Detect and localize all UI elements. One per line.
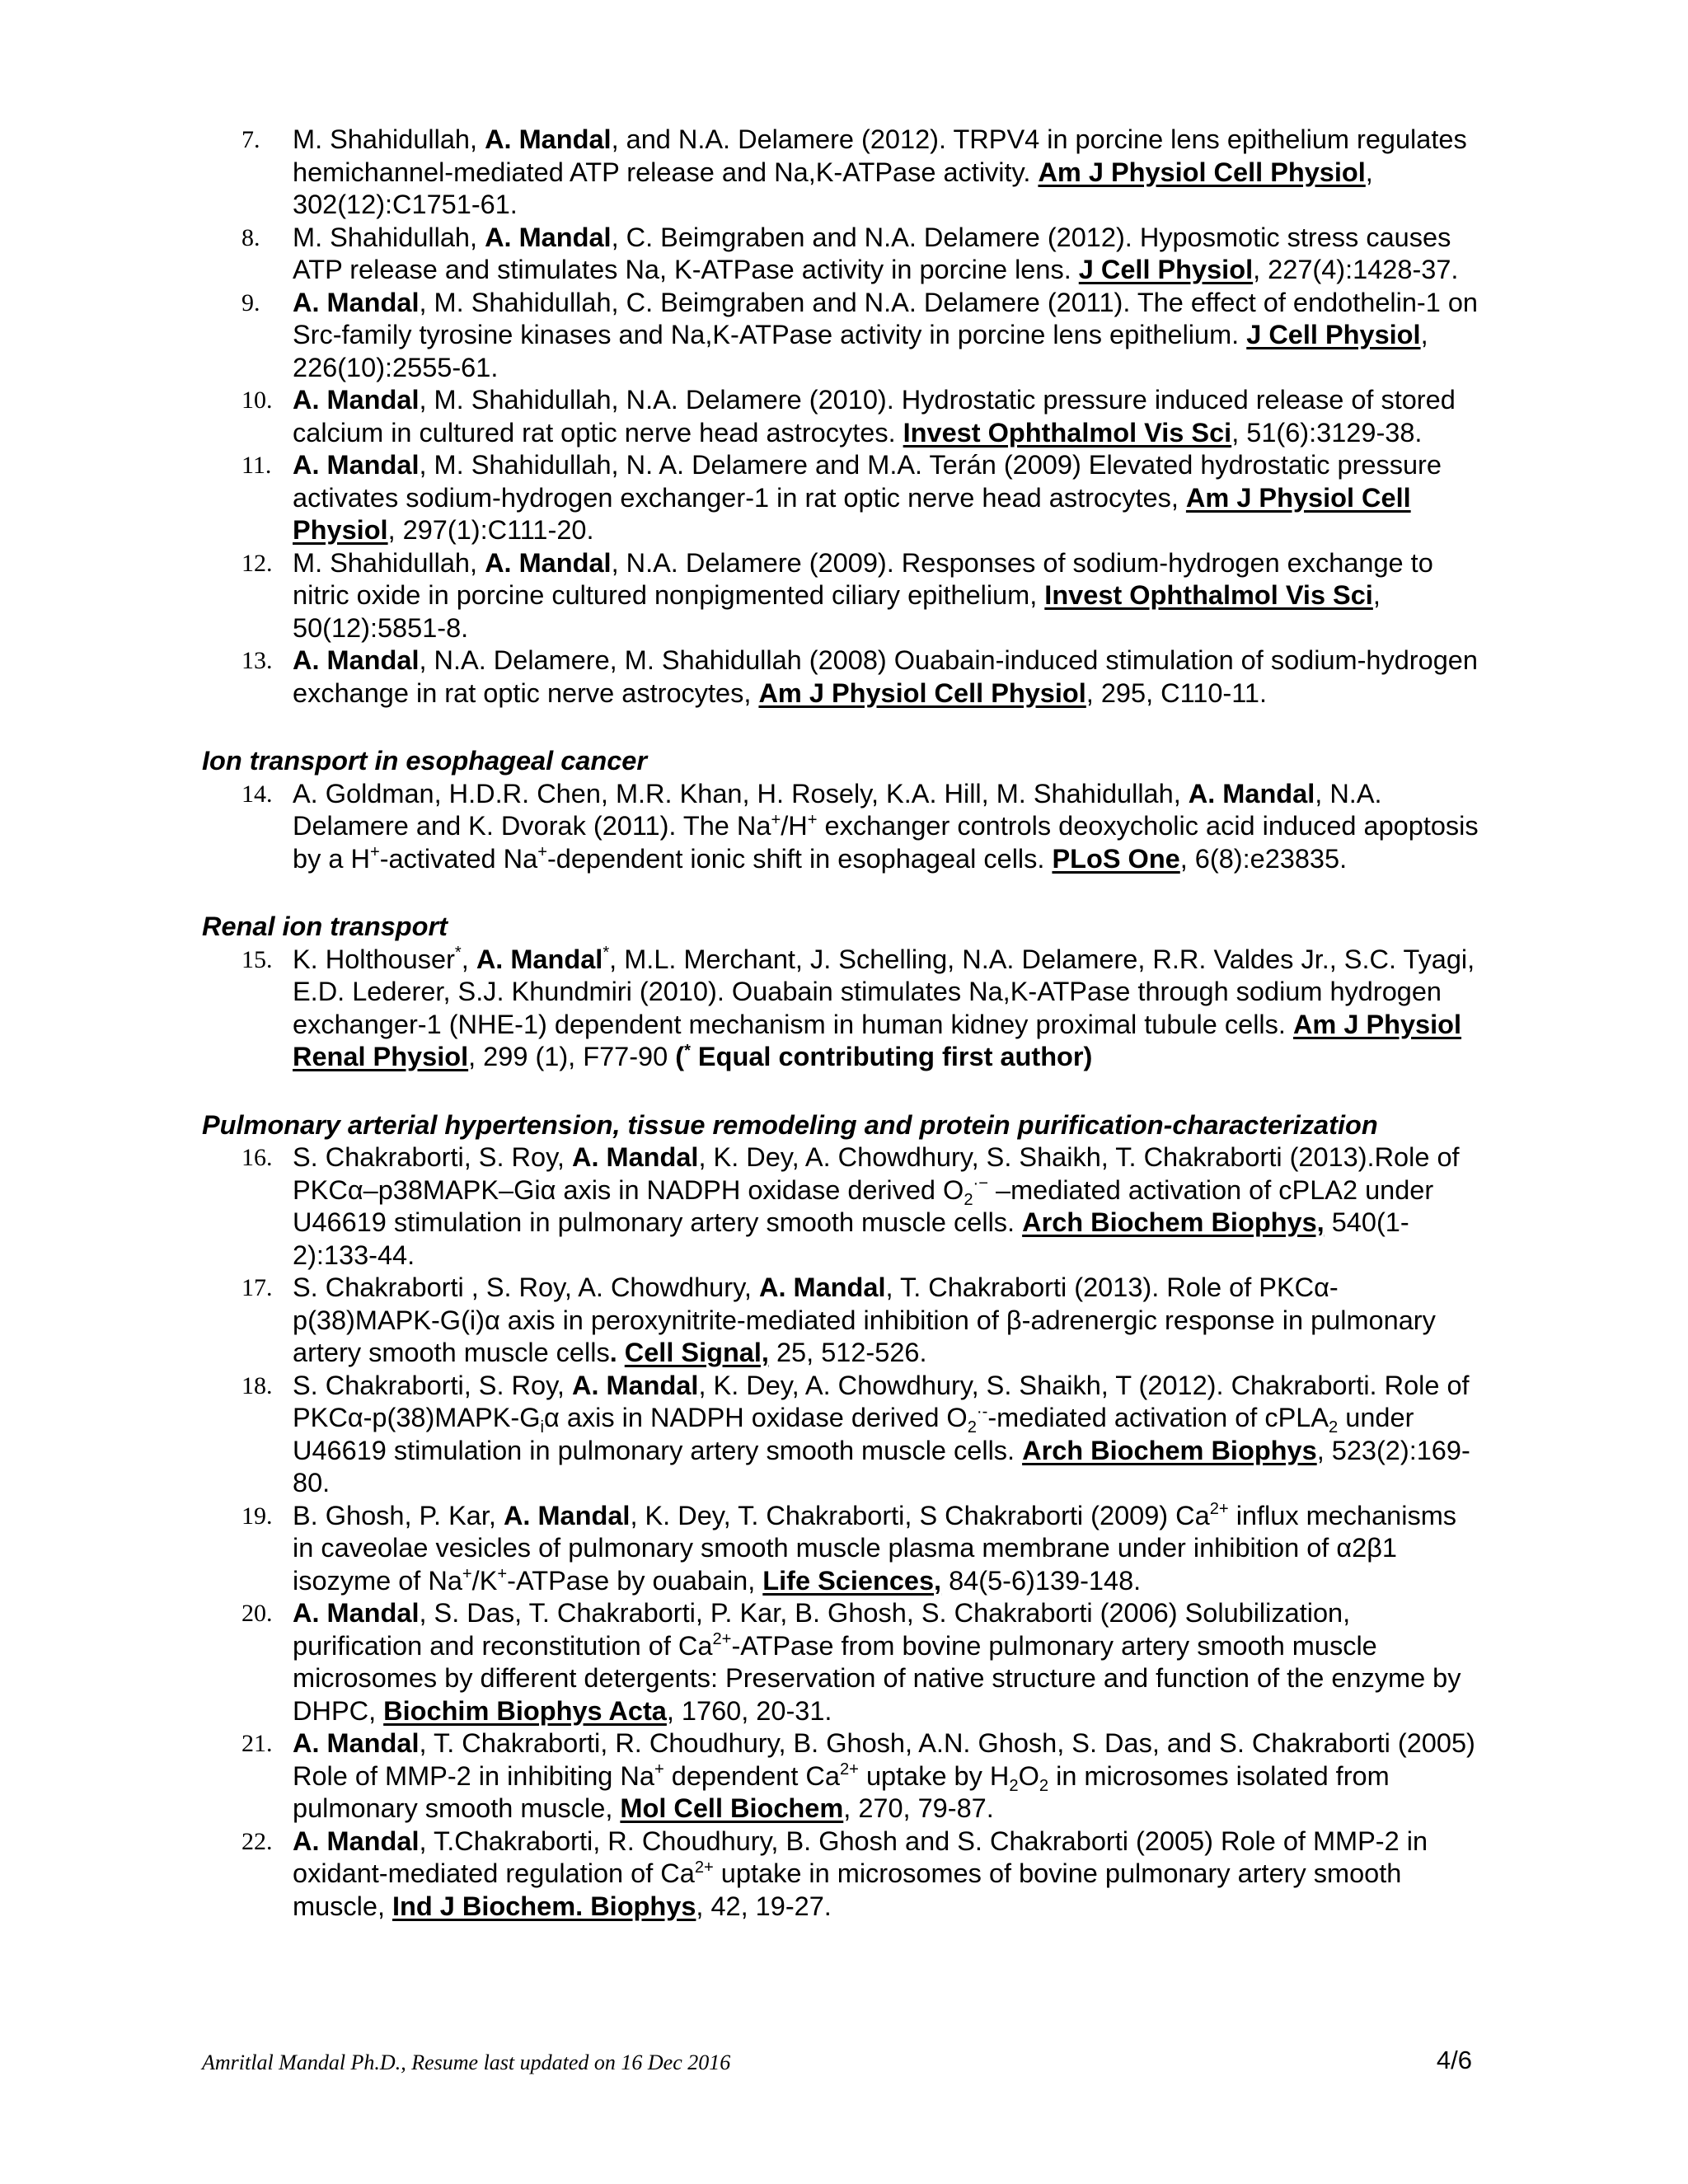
entry-number: 20.: [241, 1600, 273, 1627]
highlighted-author: A. Mandal: [571, 1370, 699, 1400]
highlighted-author: A. Mandal: [1188, 778, 1315, 808]
citation-details: , 523(2):169-80.: [293, 1435, 1470, 1497]
superscript: ·-: [976, 1402, 988, 1421]
citation-text: O: [1018, 1760, 1039, 1791]
journal-name: Cell Signal,: [624, 1338, 769, 1367]
section-heading-pulmonary: Pulmonary arterial hypertension, tissue remodeling and protein purification-characterization: [202, 1109, 1378, 1140]
entry-number: 12.: [241, 549, 273, 577]
subscript: 2: [1329, 1418, 1339, 1437]
entry-number: 11.: [241, 452, 272, 479]
entry-number: 19.: [241, 1502, 273, 1530]
period: .: [609, 1338, 617, 1367]
highlighted-author: A. Mandal: [293, 385, 420, 415]
authors: M. Shahidullah,: [293, 547, 485, 578]
authors: S. Chakraborti, S. Roy,: [293, 1142, 572, 1172]
citation-text: , M.L. Merchant, J. Schelling, N.A. Delamere, R.R. Valdes Jr., S.C. Tyagi, E.D. Lederer, S.J. Khundmiri (2010). Ouabain stimulates Na,K-ATPase through sodium hydrogen exchanger-1 (NHE-1) dependent mechanism in human kidney proximal tubule cells.: [293, 944, 1475, 1039]
publication-list: [0, 124, 1688, 1923]
superscript: 2+: [1209, 1500, 1229, 1519]
citation-text: , T. Chakraborti (2013). Role of PKCα-p(38)MAPK-G(i)α axis in peroxynitrite-mediated inhibition of β-adrenergic response in pulmonary artery smooth muscle cells: [293, 1272, 1436, 1367]
citation-text: exchanger controls deoxycholic acid induced apoptosis by a H: [293, 811, 1479, 874]
entry-number: 21.: [241, 1730, 273, 1757]
highlighted-author: A. Mandal: [758, 1272, 886, 1302]
highlighted-author: A. Mandal: [485, 222, 612, 252]
page-number: 4/6: [1436, 2046, 1472, 2074]
superscript: *: [454, 944, 462, 963]
superscript: +: [807, 810, 818, 829]
citation-text: , N.A. Delamere, M. Shahidullah (2008) Ouabain-induced stimulation of sodium-hydrogen exchange in rat optic nerve astrocytes,: [293, 645, 1478, 708]
citation-details: , 6(8):e23835.: [1179, 843, 1348, 874]
citation-text: –mediated activation of cPLA2 under U46619 stimulation in pulmonary artery smooth muscle cells.: [293, 1174, 1434, 1237]
publication-entry: [241, 449, 1479, 547]
journal-name: Am J Physiol Cell Physiol: [293, 482, 1411, 545]
journal-name: Biochim Biophys Acta: [383, 1695, 667, 1726]
journal-comma: ,: [934, 1565, 942, 1596]
superscript: 2+: [839, 1760, 859, 1779]
citation-text: -mediated activation of cPLA: [987, 1403, 1329, 1432]
journal-name: J Cell Physiol: [1246, 320, 1421, 349]
citation-details: , 295, C110-11.: [1085, 677, 1268, 708]
publication-entry: [241, 1597, 1479, 1727]
citation-text: under U46619 stimulation in pulmonary artery smooth muscle cells.: [293, 1403, 1414, 1465]
highlighted-author: A. Mandal: [476, 944, 603, 974]
journal-name: Arch Biochem Biophys: [1022, 1435, 1317, 1465]
superscript: ·−: [973, 1174, 988, 1193]
citation-text: -dependent ionic shift in esophageal cells.: [546, 843, 1053, 874]
journal-name: Ind J Biochem. Biophys: [392, 1891, 696, 1921]
highlighted-author: A. Mandal: [571, 1142, 699, 1172]
citation-text: , and N.A. Delamere (2012). TRPV4 in porcine lens epithelium regulates hemichannel-mediated ATP release and Na,K-ATPase activity.: [293, 124, 1467, 187]
superscript: 2+: [712, 1630, 732, 1649]
publication-entry: [241, 1141, 1479, 1272]
authors: S. Chakraborti , S. Roy, A. Chowdhury,: [293, 1272, 759, 1302]
highlighted-author: A. Mandal: [503, 1500, 631, 1530]
citation-text: , M. Shahidullah, N.A. Delamere (2010). Hydrostatic pressure induced release of stored calcium in cultured rat optic nerve head astrocytes.: [293, 385, 1456, 448]
highlighted-author: A. Mandal: [293, 1598, 420, 1628]
journal-name: Mol Cell Biochem: [620, 1793, 844, 1823]
citation-text: , C. Beimgraben and N.A. Delamere (2012). Hyposmotic stress causes ATP release and stimulates Na, K-ATPase activity in porcine lens.: [293, 222, 1451, 284]
journal-name: Am J Physiol Cell Physiol: [758, 677, 1086, 708]
journal-name: Invest Ophthalmol Vis Sci: [903, 417, 1232, 448]
note: [675, 1042, 1092, 1071]
subscript: 2: [1009, 1776, 1019, 1795]
citation-text: in microsomes isolated from pulmonary smooth muscle,: [293, 1760, 1390, 1823]
entry-number: 17.: [241, 1274, 273, 1301]
superscript: *: [603, 944, 610, 963]
journal-name: PLoS One: [1052, 843, 1180, 874]
citation-text: dependent Ca: [663, 1760, 840, 1791]
citation-text: , N.A. Delamere and K. Dvorak (2011). The Na: [293, 778, 1382, 841]
citation-details: , 227(4):1428-37.: [1253, 255, 1459, 284]
authors: M. Shahidullah,: [293, 222, 485, 252]
subscript: 2: [964, 1190, 973, 1209]
publication-entry: [241, 287, 1479, 385]
citation-text: /H: [781, 811, 808, 841]
publication-entry: [241, 1370, 1479, 1500]
citation-text: , K. Dey, A. Chowdhury, S. Shaikh, T. Chakraborti (2013).Role of PKCα–p38MAPK–Giα axis in NADPH oxidase derived O: [293, 1142, 1460, 1205]
entry-number: 10.: [241, 387, 273, 414]
publication-entry: [241, 547, 1479, 645]
publication-entry: [241, 222, 1479, 287]
superscript: +: [771, 810, 781, 829]
citation-text: /K: [471, 1565, 498, 1596]
highlighted-author: A. Mandal: [293, 287, 420, 317]
entry-number: 16.: [241, 1144, 273, 1171]
publication-entry: [241, 1500, 1479, 1598]
journal-name: Am J Physiol Renal Physiol: [293, 1009, 1462, 1071]
authors: B. Ghosh, P. Kar,: [293, 1500, 504, 1530]
journal-name: Am J Physiol Cell Physiol: [1038, 157, 1366, 187]
highlighted-author: A. Mandal: [293, 645, 420, 675]
entry-number: 22.: [241, 1827, 273, 1855]
note-open: (: [675, 1042, 685, 1071]
authors: K. Holthouser: [293, 944, 455, 974]
subscript: i: [540, 1418, 544, 1437]
citation-text: , M. Shahidullah, N. A. Delamere and M.A. Terán (2009) Elevated hydrostatic pressure activates sodium-hydrogen exchanger-1 in rat optic nerve head astrocytes,: [293, 450, 1442, 513]
publication-entry: [241, 1727, 1479, 1825]
publication-entry: [241, 1272, 1479, 1370]
entry-number: 18.: [241, 1371, 273, 1399]
superscript: +: [497, 1565, 508, 1584]
citation-text: , S. Das, T. Chakraborti, P. Kar, B. Ghosh, S. Chakraborti (2006) Solubilization, purification and reconstitution of Ca: [293, 1598, 1351, 1661]
citation-text: , K. Dey, T. Chakraborti, S Chakraborti (2009) Ca: [630, 1500, 1210, 1530]
superscript: +: [654, 1760, 664, 1779]
footer-resume-note: Amritlal Mandal Ph.D., Resume last updated on 16 Dec 2016: [202, 2050, 731, 2074]
citation-details: , 270, 79-87.: [843, 1793, 994, 1823]
citation-text: uptake by H: [858, 1760, 1010, 1791]
citation-details: , 1760, 20-31.: [666, 1695, 832, 1726]
superscript: 2+: [694, 1858, 714, 1877]
publication-entry: [241, 1825, 1479, 1924]
journal-name: Arch Biochem Biophys,: [1022, 1207, 1325, 1237]
publication-entry: [241, 644, 1479, 710]
entry-number: 9.: [241, 288, 260, 316]
section-heading-renal: Renal ion transport: [202, 912, 448, 941]
citation-details: 25, 512-526.: [768, 1338, 927, 1367]
entry-number: 8.: [241, 223, 260, 251]
superscript: *: [684, 1041, 691, 1060]
entry-number: 7.: [241, 126, 260, 153]
citation-details: 540(1-2):133-44.: [293, 1207, 1409, 1270]
citation-text: , N.A. Delamere (2009). Responses of sodium-hydrogen exchange to nitric oxide in porcine cultured nonpigmented ciliary epithelium,: [293, 547, 1433, 610]
citation-text: , M. Shahidullah, C. Beimgraben and N.A. Delamere (2011). The effect of endothelin-1 on Src-family tyrosine kinases and Na,K-ATPase activity in porcine lens epithelium.: [293, 287, 1478, 349]
citation-details: , 299 (1), F77-90: [468, 1042, 676, 1071]
citation-text: -ATPase by ouabain,: [507, 1565, 763, 1596]
authors: S. Chakraborti, S. Roy,: [293, 1370, 572, 1400]
section-heading-esophageal: Ion transport in esophageal cancer: [202, 746, 647, 776]
space: [617, 1338, 625, 1367]
highlighted-author: A. Mandal: [293, 1825, 420, 1856]
subscript: 2: [1039, 1776, 1049, 1795]
highlighted-author: A. Mandal: [485, 547, 612, 578]
citation-details: , 51(6):3129-38.: [1231, 417, 1423, 448]
citation-details: , 50(12):5851-8.: [293, 580, 1381, 643]
publication-entry: [241, 944, 1479, 1074]
highlighted-author: A. Mandal: [485, 124, 612, 154]
superscript: +: [462, 1565, 472, 1584]
publication-entry: [241, 124, 1479, 222]
publication-entry: [241, 778, 1479, 876]
highlighted-author: A. Mandal: [293, 1728, 420, 1758]
authors: A. Goldman, H.D.R. Chen, M.R. Khan, H. Rosely, K.A. Hill, M. Shahidullah,: [293, 778, 1189, 808]
citation-text: uptake in microsomes of bovine pulmonary artery smooth muscle,: [293, 1858, 1402, 1921]
citation-text: , T. Chakraborti, R. Choudhury, B. Ghosh, A.N. Ghosh, S. Das, and S. Chakraborti (2005) Role of MMP-2 in inhibiting Na: [293, 1728, 1475, 1791]
journal-name: Invest Ophthalmol Vis Sci: [1044, 580, 1373, 610]
citation-text: , K. Dey, A. Chowdhury, S. Shaikh, T (2012). Chakraborti. Role of PKCα-p(38)MAPK-G: [293, 1370, 1470, 1432]
publication-entry: [241, 384, 1479, 449]
citation-text: α axis in NADPH oxidase derived O: [544, 1403, 968, 1432]
citation-text: -activated Na: [379, 843, 538, 874]
superscript: +: [537, 843, 547, 862]
superscript: +: [369, 843, 380, 862]
journal-name: J Cell Physiol: [1078, 255, 1254, 284]
citation-text: influx mechanisms in caveolae vesicles of pulmonary smooth muscle plasma membrane under inhibition of α2β1 isozyme of Na: [293, 1500, 1457, 1596]
subscript: 2: [967, 1418, 977, 1437]
citation-details: 84(5-6)139-148.: [941, 1565, 1142, 1596]
authors: M. Shahidullah,: [293, 124, 485, 154]
note-text: Equal contributing first author): [690, 1042, 1093, 1071]
entry-number: 15.: [241, 945, 273, 973]
citation-details: , 297(1):C111-20.: [387, 515, 594, 545]
highlighted-author: A. Mandal: [293, 450, 420, 480]
entry-number: 13.: [241, 647, 273, 674]
citation-details: , 226(10):2555-61.: [293, 320, 1428, 382]
citation-details: , 42, 19-27.: [696, 1891, 832, 1921]
citation-text: , T.Chakraborti, R. Choudhury, B. Ghosh and S. Chakraborti (2005) Role of MMP-2 in oxidant-mediated regulation of Ca: [293, 1825, 1428, 1888]
separator: ,: [461, 944, 476, 974]
journal-name: Life Sciences: [762, 1565, 935, 1596]
citation-details: , 302(12):C1751-61.: [293, 157, 1373, 219]
citation-text: -ATPase from bovine pulmonary artery smooth muscle microsomes by different detergents: Preservation of native structure and function of the enzyme by DHPC,: [293, 1630, 1461, 1726]
entry-number: 14.: [241, 780, 273, 808]
